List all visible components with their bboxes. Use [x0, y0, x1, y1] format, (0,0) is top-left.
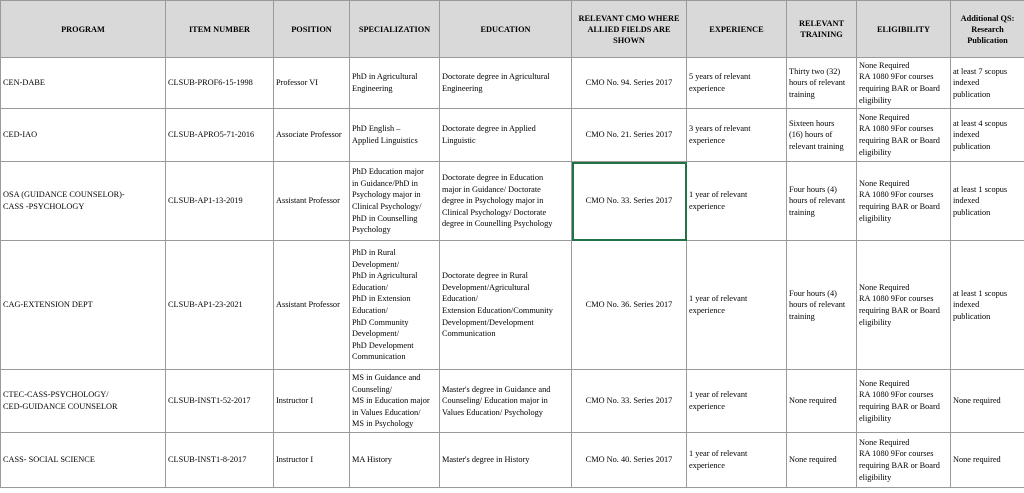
cell-line: Doctorate degree in Agricultural	[442, 72, 550, 82]
cell-line: PhD Development	[352, 340, 414, 350]
cell-line: Clinical Psychology/ Doctorate	[442, 207, 547, 217]
cell-item-number[interactable]: CLSUB-AP1-23-2021	[166, 241, 274, 370]
cell-line: MS in Guidance and	[352, 373, 421, 383]
cell-line: PhD in Agricultural	[352, 72, 418, 82]
table-row	[1, 109, 1024, 162]
cell-line: Education/	[442, 294, 478, 304]
cell-specialization[interactable]	[350, 162, 440, 241]
cell-line: 1 year of relevant	[689, 294, 748, 304]
cell-program[interactable]	[1, 370, 166, 433]
cell-line: Applied Linguistics	[352, 136, 418, 145]
cell-line: Doctorate degree in Applied	[442, 124, 536, 134]
cell-line: None Required	[859, 60, 910, 70]
cell-line: Development/	[352, 329, 400, 339]
header-row	[1, 1, 1024, 58]
cell-specialization[interactable]	[350, 109, 440, 162]
cell-program[interactable]	[1, 433, 166, 488]
cell-education[interactable]	[440, 162, 572, 241]
cell-experience[interactable]	[687, 58, 787, 109]
cell-line: TRAINING	[800, 30, 843, 39]
cell-line: requiring BAR or Board	[859, 402, 940, 411]
cell-line: None Required	[859, 178, 910, 188]
cell-line: RA 1080 9For courses	[859, 72, 934, 82]
cell-line: PhD in Rural	[352, 248, 396, 258]
cell-item-number[interactable]: CLSUB-INST1-52-2017	[166, 370, 274, 433]
cell-line: CASS- SOCIAL SCIENCE	[3, 455, 95, 465]
table-row	[1, 370, 1024, 433]
cell-cmo[interactable]: CMO No. 40. Series 2017	[572, 433, 687, 488]
cell-position[interactable]: Assistant Professor	[274, 162, 350, 241]
cell-line: requiring BAR or Board	[859, 202, 940, 211]
cell-education[interactable]	[440, 241, 572, 370]
cell-additional-qs[interactable]	[951, 241, 1024, 370]
cell-line: in Values Education/	[352, 407, 421, 417]
cell-line: experience	[689, 461, 725, 470]
cell-eligibility[interactable]	[857, 162, 951, 241]
cell-line: MS in Psychology	[352, 419, 414, 429]
cell-line: RELEVANT CMO WHERE	[578, 13, 680, 23]
cell-eligibility[interactable]	[857, 109, 951, 162]
cell-line: RA 1080 9For courses	[859, 124, 934, 134]
cell-training[interactable]	[787, 109, 857, 162]
cell-specialization[interactable]	[350, 433, 440, 488]
cell-line: Doctorate degree in Rural	[442, 271, 528, 281]
header-education[interactable]: EDUCATION	[440, 1, 572, 58]
cell-line: experience	[689, 202, 725, 211]
cell-additional-qs[interactable]	[951, 433, 1024, 488]
cell-line: publication	[953, 141, 991, 151]
cell-line: CTEC-CASS-PSYCHOLOGY/	[3, 390, 109, 400]
cell-line: Development/	[352, 259, 400, 269]
cell-training[interactable]	[787, 433, 857, 488]
cell-line: Psychology major in	[352, 190, 421, 200]
cell-cmo[interactable]: CMO No. 33. Series 2017	[572, 370, 687, 433]
cell-eligibility[interactable]	[857, 241, 951, 370]
cell-line: major in Guidance/ Doctorate	[442, 184, 541, 194]
cell-line: requiring BAR or Board	[859, 306, 940, 315]
cell-line: Thirty two (32)	[789, 66, 841, 76]
cell-line: in Guidance/PhD in	[352, 178, 418, 188]
cell-specialization[interactable]	[350, 241, 440, 370]
cell-line: SHOWN	[613, 35, 645, 45]
cell-line: Engineering	[442, 84, 483, 93]
cell-item-number[interactable]: CLSUB-APRO5-71-2016	[166, 109, 274, 162]
cell-line: (16) hours of	[789, 130, 833, 140]
cell-additional-qs[interactable]	[951, 162, 1024, 241]
cell-education[interactable]	[440, 370, 572, 433]
cell-line: eligibility	[859, 472, 892, 482]
cell-line: eligibility	[859, 317, 892, 327]
cell-line: PhD Education major	[352, 167, 424, 177]
cell-eligibility[interactable]	[857, 58, 951, 109]
cell-eligibility[interactable]	[857, 370, 951, 433]
cell-line: OSA (GUIDANCE COUNSELOR)-	[3, 190, 125, 200]
cell-line: Four hours (4)	[789, 184, 837, 194]
cell-specialization[interactable]	[350, 370, 440, 433]
cell-line: None required	[953, 455, 1001, 465]
cell-line: PhD in Agricultural	[352, 271, 418, 281]
header-eligibility[interactable]: ELIGIBILITY	[857, 1, 951, 58]
cell-line: CASS -PSYCHOLOGY	[3, 202, 85, 211]
cell-line: RA 1080 9For courses	[859, 390, 934, 400]
cell-line: Linguistic	[442, 136, 476, 145]
cell-line: CAG-EXTENSION DEPT	[3, 300, 93, 310]
table-row	[1, 241, 1024, 370]
header-cmo[interactable]	[572, 1, 687, 58]
cell-training[interactable]	[787, 241, 857, 370]
cell-line: eligibility	[859, 413, 892, 423]
cell-line: 5 years of relevant	[689, 72, 751, 82]
cell-program[interactable]	[1, 241, 166, 370]
cell-line: Master's degree in Guidance and	[442, 384, 551, 394]
cell-position[interactable]: Associate Professor	[274, 109, 350, 162]
cell-line: Additional QS:	[960, 13, 1015, 23]
cell-item-number[interactable]: CLSUB-INST1-8-2017	[166, 433, 274, 488]
cell-line: hours of relevant	[789, 196, 846, 206]
cell-line: training	[789, 89, 815, 99]
cell-program[interactable]	[1, 162, 166, 241]
cell-line: eligibility	[859, 213, 892, 223]
cell-line: eligibility	[859, 147, 892, 157]
cell-line: PhD Community	[352, 317, 409, 327]
cell-line: Master's degree in History	[442, 455, 530, 465]
header-position[interactable]: POSITION	[274, 1, 350, 58]
cell-line: Development/Development	[442, 317, 534, 327]
cell-additional-qs[interactable]	[951, 58, 1024, 109]
cell-line: indexed	[953, 130, 980, 140]
cell-education[interactable]	[440, 109, 572, 162]
cell-line: Clinical Psychology/	[352, 202, 422, 211]
cell-line: at least 1 scopus	[953, 288, 1008, 298]
cell-line: CED-IAO	[3, 130, 38, 140]
cell-line: hours of relevant	[789, 300, 846, 310]
cell-line: ALLIED FIELDS ARE	[587, 24, 671, 34]
cell-line: Education/	[352, 306, 388, 315]
cell-line: experience	[689, 136, 725, 145]
header-training[interactable]	[787, 1, 857, 58]
cell-training[interactable]	[787, 162, 857, 241]
cell-line: None Required	[859, 282, 910, 292]
cell-additional-qs[interactable]	[951, 370, 1024, 433]
cell-line: RA 1080 9For courses	[859, 294, 934, 304]
cell-line: at least 7 scopus	[953, 66, 1008, 76]
cell-line: RA 1080 9For courses	[859, 449, 934, 459]
table-row	[1, 162, 1024, 241]
cell-experience[interactable]	[687, 109, 787, 162]
cell-line: MS in Education major	[352, 396, 430, 406]
cell-position[interactable]: Instructor I	[274, 370, 350, 433]
cell-cmo[interactable]: CMO No. 36. Series 2017	[572, 241, 687, 370]
cell-line: publication	[953, 311, 991, 321]
cell-experience[interactable]	[687, 162, 787, 241]
cell-line: publication	[953, 207, 991, 217]
cell-experience[interactable]	[687, 241, 787, 370]
cell-line: eligibility	[859, 95, 892, 105]
cell-line: experience	[689, 306, 725, 315]
header-item-number[interactable]: ITEM NUMBER	[166, 1, 274, 58]
cell-line: Counseling/	[352, 384, 393, 394]
cell-line: Sixteen hours	[789, 118, 835, 128]
cell-line: Counseling/ Education major in	[442, 396, 548, 406]
cell-line: indexed	[953, 78, 980, 88]
cell-line: Communication	[352, 352, 406, 362]
cell-line: Engineering	[352, 84, 393, 93]
cell-line: indexed	[953, 196, 980, 206]
cell-line: PhD English –	[352, 124, 401, 134]
cell-position[interactable]: Professor VI	[274, 58, 350, 109]
cell-line: degree in Counelling Psychology	[442, 219, 553, 229]
cell-line: Communication	[442, 329, 496, 339]
cell-line: relevant training	[789, 141, 844, 151]
cell-line: Education/	[352, 282, 388, 292]
cell-line: Research	[971, 24, 1004, 34]
cell-line: PhD in Counselling	[352, 213, 418, 223]
cell-line: None Required	[859, 378, 910, 388]
cell-item-number[interactable]: CLSUB-AP1-13-2019	[166, 162, 274, 241]
cell-line: publication	[953, 89, 991, 99]
cell-line: 3 years of relevant	[689, 124, 751, 134]
cell-line: None required	[953, 396, 1001, 406]
cell-line: CEN-DABE	[3, 78, 45, 88]
cell-education[interactable]	[440, 58, 572, 109]
cell-program[interactable]	[1, 109, 166, 162]
cell-cmo[interactable]: CMO No. 94. Series 2017	[572, 58, 687, 109]
cell-line: Publication	[967, 35, 1008, 45]
cell-line: None Required	[859, 112, 910, 122]
cell-item-number[interactable]: CLSUB-PROF6-15-1998	[166, 58, 274, 109]
table-row	[1, 58, 1024, 109]
cell-line: 1 year of relevant	[689, 390, 748, 400]
cell-line: at least 4 scopus	[953, 118, 1008, 128]
cell-line: RELEVANT	[798, 19, 845, 28]
cell-line: training	[789, 207, 815, 217]
cell-line: hours of relevant	[789, 78, 846, 88]
cell-training[interactable]	[787, 370, 857, 433]
cell-line: RA 1080 9For courses	[859, 190, 934, 200]
cell-cmo[interactable]: CMO No. 21. Series 2017	[572, 109, 687, 162]
cell-line: indexed	[953, 300, 980, 310]
cell-eligibility[interactable]	[857, 433, 951, 488]
cell-line: 1 year of relevant	[689, 190, 748, 200]
cell-line: PhD in Extension	[352, 294, 411, 304]
cell-experience[interactable]	[687, 433, 787, 488]
header-experience[interactable]: EXPERIENCE	[687, 1, 787, 58]
cell-line: Doctorate degree in Education	[442, 173, 544, 183]
cell-cmo-selected[interactable]: CMO No. 33. Series 2017	[572, 162, 687, 241]
cell-line: 1 year of relevant	[689, 449, 748, 459]
cell-line: None Required	[859, 437, 910, 447]
cell-line: requiring BAR or Board	[859, 461, 940, 470]
header-additional-qs[interactable]	[951, 1, 1024, 58]
cell-position[interactable]: Instructor I	[274, 433, 350, 488]
cell-line: None required	[789, 396, 837, 406]
table-row	[1, 433, 1024, 488]
cell-line: CED-GUIDANCE COUNSELOR	[3, 402, 118, 411]
cell-line: Four hours (4)	[789, 288, 837, 298]
cell-line: MA History	[352, 455, 392, 465]
cell-line: experience	[689, 84, 725, 93]
cell-line: Values Education/ Psychology	[442, 407, 543, 417]
cell-line: None required	[789, 455, 837, 465]
cell-line: experience	[689, 402, 725, 411]
cell-education[interactable]	[440, 433, 572, 488]
header-specialization[interactable]: SPECIALIZATION	[350, 1, 440, 58]
cell-additional-qs[interactable]	[951, 109, 1024, 162]
cell-line: degree in Psychology major in	[442, 196, 544, 206]
cell-experience[interactable]	[687, 370, 787, 433]
cell-line: Extension Education/Community	[442, 306, 553, 315]
cell-line: requiring BAR or Board	[859, 136, 940, 145]
cell-program[interactable]	[1, 58, 166, 109]
cell-specialization[interactable]	[350, 58, 440, 109]
header-program[interactable]: PROGRAM	[1, 1, 166, 58]
cell-line: at least 1 scopus	[953, 184, 1008, 194]
cell-training[interactable]	[787, 58, 857, 109]
cell-line: requiring BAR or Board	[859, 84, 940, 93]
cell-line: Psychology	[352, 225, 391, 235]
cell-position[interactable]: Assistant Professor	[274, 241, 350, 370]
cell-line: training	[789, 311, 815, 321]
cell-line: Development/Agricultural	[442, 282, 530, 292]
